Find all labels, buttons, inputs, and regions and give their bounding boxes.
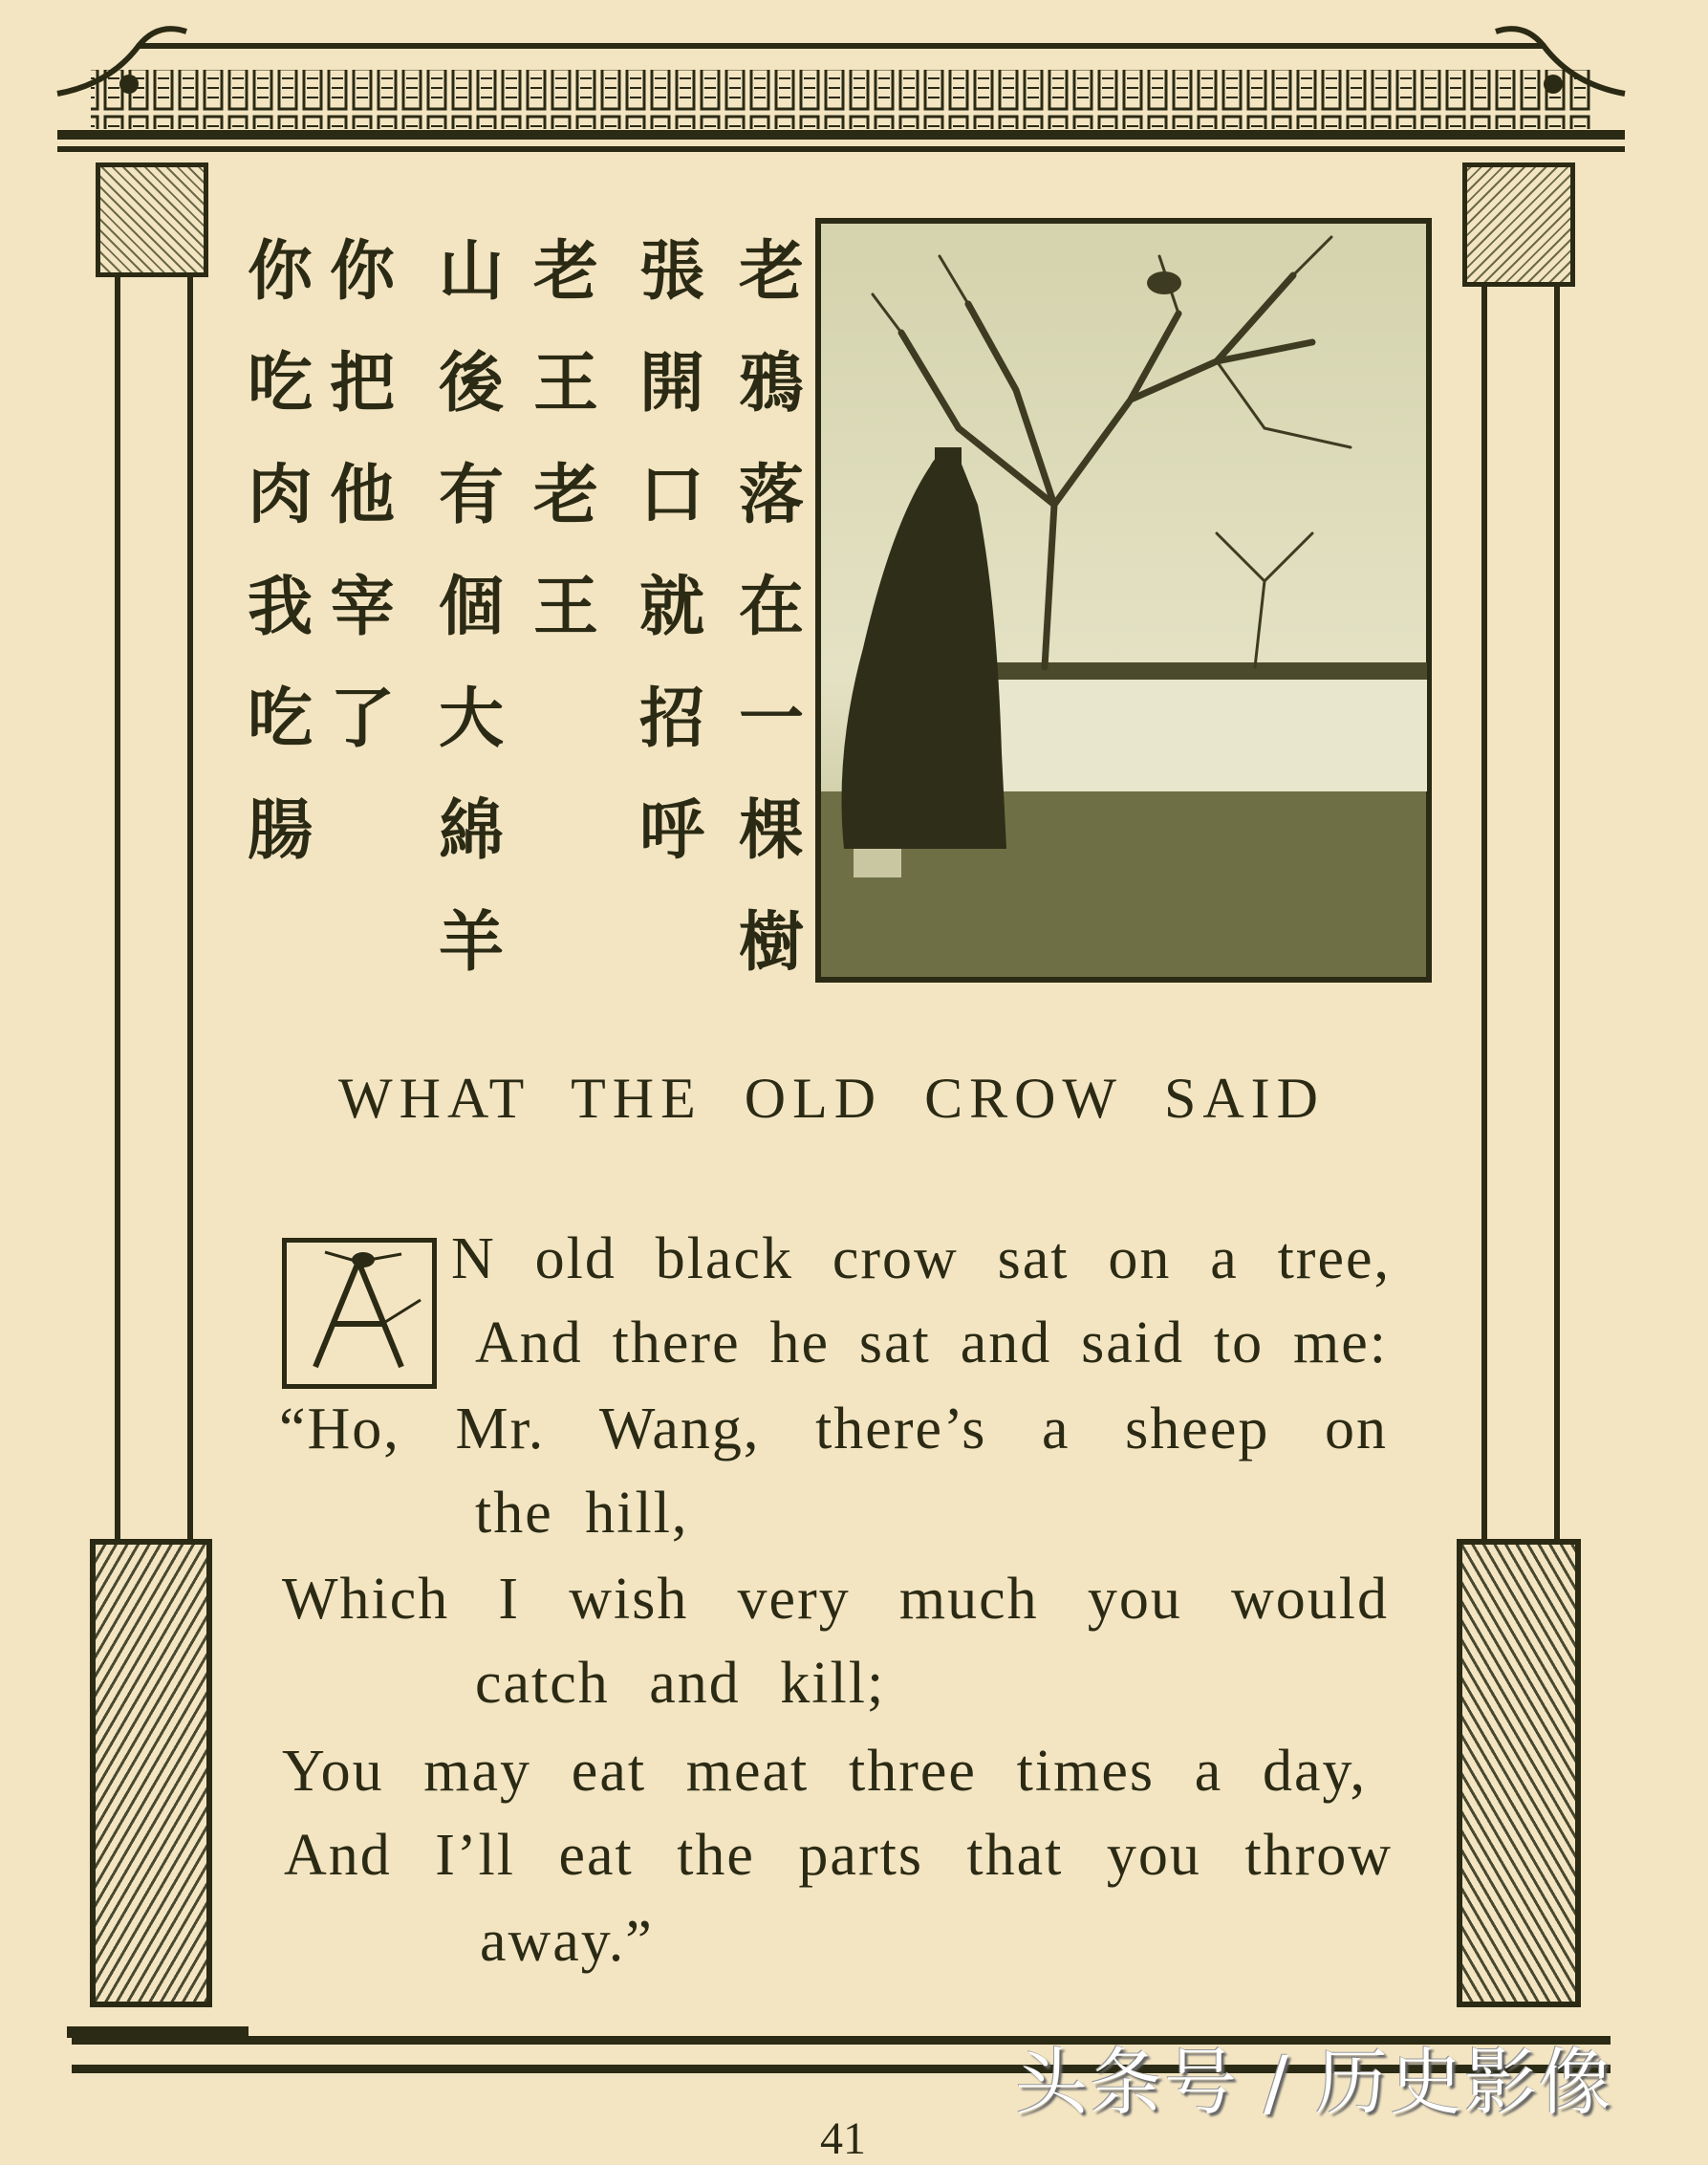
chinese-character: 山 [438, 233, 504, 310]
chinese-character: 腸 [247, 792, 313, 869]
poem-line-1: N old black crow sat on a tree, [451, 1226, 1391, 1291]
chinese-character: 老 [532, 233, 598, 310]
chinese-character: 老 [738, 233, 804, 310]
chinese-character: 有 [438, 457, 504, 533]
chinese-character: 他 [329, 457, 395, 533]
chinese-character: 王 [532, 569, 598, 645]
chinese-character: 大 [438, 681, 504, 757]
chinese-column-2 [629, 216, 715, 887]
chinese-character: 把 [329, 345, 395, 422]
poem-line-5: Which I wish very much you would [282, 1567, 1389, 1632]
chinese-character: 樹 [738, 904, 804, 981]
dragon-panel-left [90, 1539, 212, 2007]
chinese-character: 開 [638, 345, 704, 422]
poem-line-6: catch and kill; [475, 1651, 886, 1716]
page-number: 41 [820, 2113, 866, 2164]
chinese-column-5 [319, 216, 405, 775]
chinese-character: 招 [638, 681, 704, 757]
pagoda-roof-ornament [53, 17, 1630, 170]
chinese-character: 了 [329, 681, 395, 757]
chinese-character: 個 [438, 569, 504, 645]
poem-line-9: away.” [480, 1909, 654, 1974]
poem-line-7: You may eat meat three times a day, [282, 1739, 1367, 1804]
poem-line-2: And there he sat and said to me: [475, 1310, 1388, 1375]
chinese-character: 後 [438, 345, 504, 422]
chinese-character: 吃 [247, 681, 313, 757]
chinese-character: 鴉 [738, 345, 804, 422]
drop-cap-illustrated [282, 1238, 437, 1389]
chinese-character: 呼 [638, 792, 704, 869]
dragon-panel-right [1457, 1539, 1581, 2007]
poem-line-8: And I’ll eat the parts that you throw [284, 1823, 1393, 1888]
chinese-character: 綿 [438, 792, 504, 869]
poem-line-3: “Ho, Mr. Wang, there’s a sheep on [279, 1396, 1388, 1461]
poem-line-4: the hill, [475, 1481, 689, 1546]
chinese-column-4 [428, 216, 514, 999]
chinese-character: 落 [738, 457, 804, 533]
chinese-character: 我 [247, 569, 313, 645]
chinese-character: 你 [247, 233, 313, 310]
chinese-column-6 [237, 216, 323, 887]
chinese-character: 吃 [247, 345, 313, 422]
chinese-character: 棵 [738, 792, 804, 869]
chinese-character: 羊 [438, 904, 504, 981]
chinese-character: 你 [329, 233, 395, 310]
chinese-character: 肉 [247, 457, 313, 533]
chinese-character: 老 [532, 457, 598, 533]
photo-man-under-tree [815, 218, 1432, 983]
chinese-character: 宰 [329, 569, 395, 645]
chinese-column-3 [523, 216, 609, 663]
chinese-character: 一 [738, 681, 804, 757]
right-pillar [1462, 162, 1579, 2046]
chinese-character: 在 [738, 569, 804, 645]
chinese-character: 張 [638, 233, 704, 310]
chinese-character: 就 [638, 569, 704, 645]
chinese-column-1 [728, 216, 814, 999]
poem-title: WHAT THE OLD CROW SAID [338, 1067, 1325, 1130]
chinese-character: 口 [638, 457, 704, 533]
watermark: 头条号 / 历史影像 [1015, 2040, 1613, 2125]
left-pillar [96, 162, 212, 2046]
chinese-character: 王 [532, 345, 598, 422]
